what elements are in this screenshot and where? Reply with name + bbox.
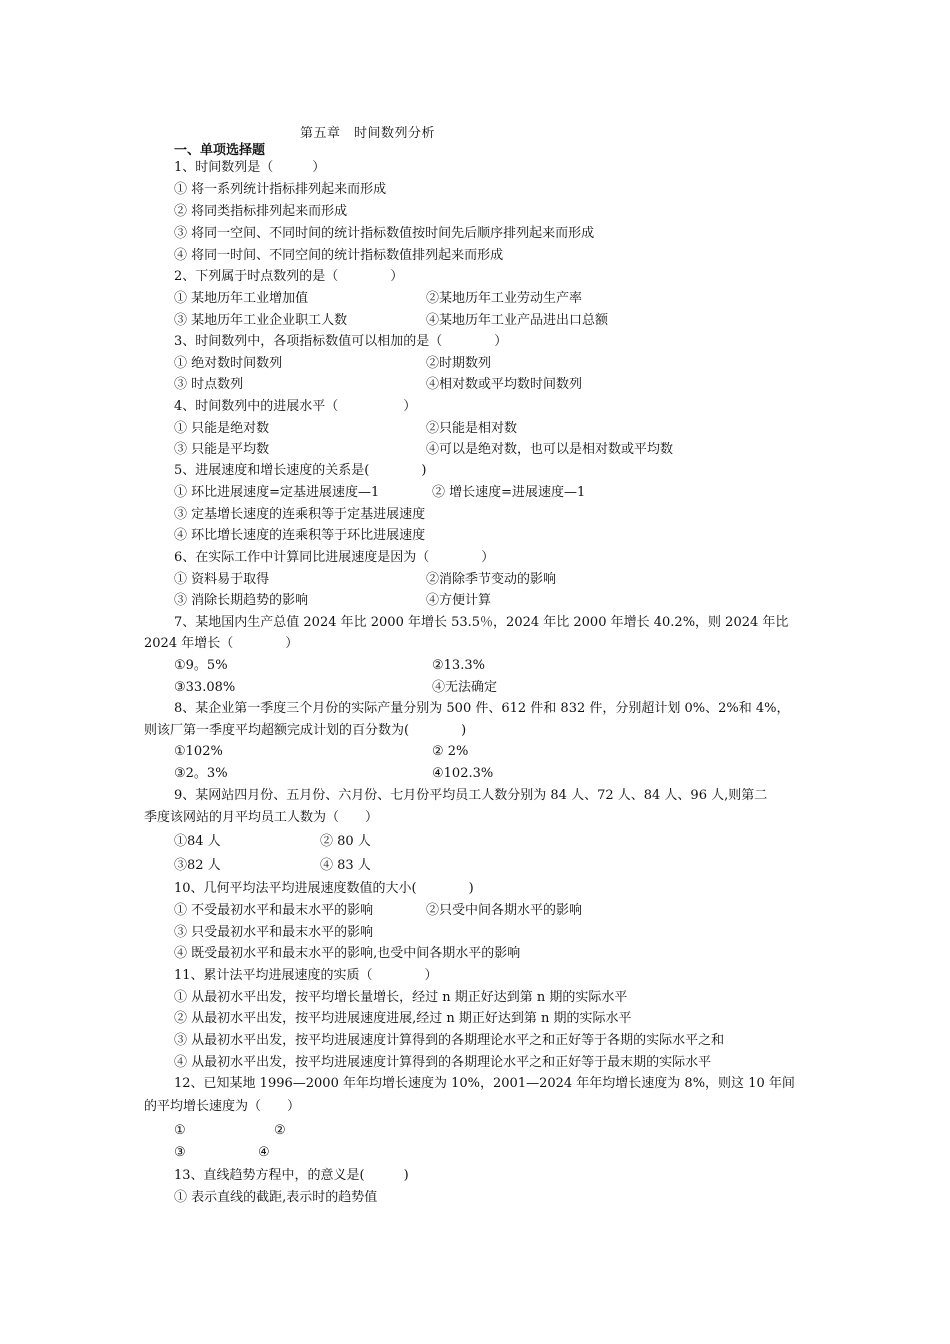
answer-option: ① 表示直线的截距,表示时的趋势值 bbox=[174, 1190, 378, 1205]
question-stem: 9、某网站四月份、五月份、六月份、七月份平均员工人数分别为 84 人、72 人、84 人、96 人,则第二 bbox=[174, 788, 768, 803]
answer-option: ① 资料易于取得 bbox=[174, 572, 270, 587]
answer-option: ③ 从最初水平出发，按平均进展速度计算得到的各期理论水平之和正好等于各期的实际水平之和 bbox=[174, 1033, 725, 1048]
answer-option: ③ 定基增长速度的连乘积等于定基进展速度 bbox=[174, 507, 426, 522]
answer-option: ④ 从最初水平出发，按平均进展速度计算得到的各期理论水平之和正好等于最末期的实际水平 bbox=[174, 1055, 712, 1070]
chapter-title: 第五章 时间数列分析 bbox=[300, 126, 436, 141]
answer-option-row bbox=[174, 1144, 874, 1162]
question-stem: 3、时间数列中，各项指标数值可以相加的是（ ） bbox=[174, 334, 508, 349]
answer-option: ②某地历年工业劳动生产率 bbox=[426, 291, 583, 306]
answer-option: ③82 人 bbox=[174, 858, 221, 873]
answer-option: ②只能是相对数 bbox=[426, 421, 518, 436]
answer-option: ④可以是绝对数，也可以是相对数或平均数 bbox=[426, 442, 674, 457]
answer-option: ② 将同类指标排列起来而形成 bbox=[174, 204, 348, 219]
question-stem: 4、时间数列中的进展水平（ ） bbox=[174, 399, 417, 414]
question-stem: 7、某地国内生产总值 2024 年比 2000 年增长 53.5％，2024 年比 2000 年增长 40.2%，则 2024 年比 bbox=[174, 615, 789, 630]
answer-option: ② 从最初水平出发，按平均进展速度进展,经过 n 期正好达到第 n 期的实际水平 bbox=[174, 1011, 632, 1026]
answer-option: ①84 人 bbox=[174, 834, 221, 849]
answer-option: ② 增长速度=进展速度—1 bbox=[432, 485, 586, 500]
answer-option: ② 80 人 bbox=[320, 834, 371, 849]
answer-option: ④ 环比增长速度的连乘积等于环比进展速度 bbox=[174, 528, 426, 543]
answer-option: ④102.3% bbox=[432, 766, 494, 781]
question-stem: 10、几何平均法平均进展速度数值的大小( ) bbox=[174, 881, 474, 896]
answer-option-row bbox=[174, 1122, 874, 1140]
answer-option: ②只受中间各期水平的影响 bbox=[426, 903, 583, 918]
answer-option: ④方便计算 bbox=[426, 593, 492, 608]
answer-option: ②13.3% bbox=[432, 658, 485, 673]
answer-option-row bbox=[174, 290, 874, 308]
answer-option: ④无法确定 bbox=[432, 680, 498, 695]
answer-option-row bbox=[174, 355, 874, 373]
answer-option: ④某地历年工业产品进出口总额 bbox=[426, 313, 609, 328]
answer-option-row bbox=[174, 833, 874, 851]
answer-option: ③ 时点数列 bbox=[174, 377, 244, 392]
question-stem: 8、某企业第一季度三个月份的实际产量分别为 500 件、612 件和 832 件，分别超计划 0%、2%和 4%， bbox=[174, 701, 790, 716]
answer-option: ① 只能是绝对数 bbox=[174, 421, 270, 436]
answer-option-row bbox=[174, 571, 874, 589]
answer-option: ① 某地历年工业增加值 bbox=[174, 291, 309, 306]
answer-option-row bbox=[174, 484, 874, 502]
question-stem-continuation: 的平均增长速度为（ ） bbox=[144, 1099, 301, 1114]
question-stem: 2、下列属于时点数列的是（ ） bbox=[174, 269, 404, 284]
answer-option: ① 不受最初水平和最末水平的影响 bbox=[174, 903, 374, 918]
answer-option: ③ 只受最初水平和最末水平的影响 bbox=[174, 925, 374, 940]
answer-option: ② 2% bbox=[432, 744, 469, 759]
answer-option-row bbox=[174, 592, 874, 610]
answer-option-row bbox=[174, 657, 874, 675]
answer-option: ②消除季节变动的影响 bbox=[426, 572, 557, 587]
answer-option-row bbox=[174, 376, 874, 394]
question-stem-continuation: 则该厂第一季度平均超额完成计划的百分数为( ) bbox=[144, 723, 467, 738]
question-stem: 1、时间数列是（ ） bbox=[174, 160, 326, 175]
answer-option-row bbox=[174, 312, 874, 330]
answer-option: ③ bbox=[174, 1145, 186, 1160]
answer-option-row bbox=[174, 420, 874, 438]
answer-option: ③ 将同一空间、不同时间的统计指标数值按时间先后顺序排列起来而形成 bbox=[174, 226, 595, 241]
answer-option: ④ 既受最初水平和最末水平的影响,也受中间各期水平的影响 bbox=[174, 946, 521, 961]
answer-option: ④相对数或平均数时间数列 bbox=[426, 377, 583, 392]
answer-option: ① 将一系列统计指标排列起来而形成 bbox=[174, 182, 387, 197]
answer-option: ③ 某地历年工业企业职工人数 bbox=[174, 313, 348, 328]
answer-option-row bbox=[174, 765, 874, 783]
answer-option: ④ bbox=[258, 1145, 270, 1160]
answer-option: ① 环比进展速度=定基进展速度—1 bbox=[174, 485, 380, 500]
answer-option: ① 绝对数时间数列 bbox=[174, 356, 283, 371]
answer-option: ④ 83 人 bbox=[320, 858, 371, 873]
answer-option: ②时期数列 bbox=[426, 356, 492, 371]
answer-option: ①102% bbox=[174, 744, 223, 759]
question-stem: 5、进展速度和增长速度的关系是( ) bbox=[174, 463, 427, 478]
answer-option: ④ 将同一时间、不同空间的统计指标数值排列起来而形成 bbox=[174, 248, 504, 263]
section-heading: 一、单项选择题 bbox=[174, 143, 266, 158]
question-stem: 12、已知某地 1996—2000 年年均增长速度为 10%，2001—2024 年年均增长速度为 8%，则这 10 年间 bbox=[174, 1076, 795, 1091]
answer-option: ③ 只能是平均数 bbox=[174, 442, 270, 457]
answer-option: ② bbox=[274, 1123, 286, 1138]
question-stem-continuation: 2024 年增长（ ） bbox=[144, 636, 299, 651]
answer-option: ①9。5% bbox=[174, 658, 228, 673]
answer-option-row bbox=[174, 902, 874, 920]
answer-option: ③2。3% bbox=[174, 766, 228, 781]
answer-option: ① bbox=[174, 1123, 186, 1138]
answer-option: ③33.08% bbox=[174, 680, 236, 695]
question-stem: 13、直线趋势方程中，的意义是( ) bbox=[174, 1168, 409, 1183]
answer-option: ① 从最初水平出发，按平均增长量增长，经过 n 期正好达到第 n 期的实际水平 bbox=[174, 990, 628, 1005]
answer-option-row bbox=[174, 743, 874, 761]
question-stem-continuation: 季度该网站的月平均员工人数为（ ） bbox=[144, 810, 379, 825]
question-stem: 11、累计法平均进展速度的实质（ ） bbox=[174, 968, 438, 983]
answer-option-row bbox=[174, 679, 874, 697]
question-stem: 6、在实际工作中计算同比进展速度是因为（ ） bbox=[174, 550, 495, 565]
answer-option-row bbox=[174, 857, 874, 875]
answer-option: ③ 消除长期趋势的影响 bbox=[174, 593, 309, 608]
answer-option-row bbox=[174, 441, 874, 459]
